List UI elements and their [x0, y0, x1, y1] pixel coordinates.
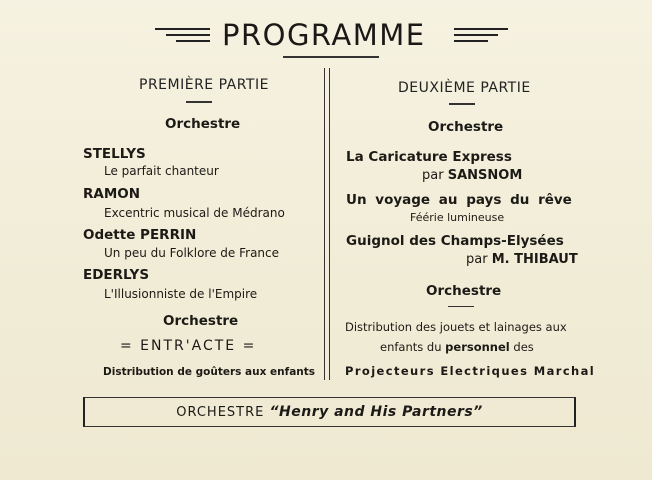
act-by-prefix-2: par [466, 252, 488, 267]
title-dash-right-2 [454, 34, 498, 36]
act-desc-stellys: Le parfait chanteur [104, 164, 219, 178]
right-dist-line2 [380, 340, 534, 354]
left-orchestre-2: Orchestre [163, 313, 239, 329]
banner-orchestra-name: “Henry and His Partners” [269, 404, 483, 420]
act-by-sansnom [422, 168, 522, 183]
orchestra-banner [83, 397, 576, 427]
right-heading-rule [449, 103, 475, 105]
act-title-caricature: La Caricature Express [346, 149, 512, 165]
act-name-perrin: Odette PERRIN [83, 227, 197, 243]
act-by-name-2: M. THIBAUT [491, 252, 578, 267]
title-row [0, 18, 652, 58]
left-orchestre-1: Orchestre [165, 116, 241, 132]
right-heading: DEUXIÈME PARTIE [398, 80, 531, 96]
title-dash-right-1 [454, 28, 508, 30]
company-name: Projecteurs Electriques Marchal [345, 364, 596, 378]
act-by-thibaut [466, 252, 578, 267]
act-name-ramon: RAMON [83, 186, 141, 202]
act-desc-ramon: Excentric musical de Médrano [104, 206, 285, 220]
right-orchestre-rule [448, 306, 474, 307]
act-sub-feerie: Féérie lumineuse [410, 211, 505, 224]
act-title-guignol: Guignol des Champs-Elysées [346, 233, 564, 249]
column-divider [324, 68, 330, 380]
left-distribution: Distribution de goûters aux enfants [103, 366, 316, 378]
act-name-ederlys: EDERLYS [83, 267, 150, 283]
right-dist-line1: Distribution des jouets et lainages aux [345, 320, 567, 334]
act-desc-perrin: Un peu du Folklore de France [104, 246, 280, 260]
left-heading-rule [186, 101, 212, 103]
act-by-name: SANSNOM [447, 168, 523, 183]
act-by-prefix: par [422, 168, 444, 183]
entracte: = ENTR'ACTE = [120, 338, 257, 354]
banner-text [85, 404, 574, 420]
left-heading: PREMIÈRE PARTIE [139, 77, 269, 93]
dist-line2-prefix: enfants du [380, 340, 442, 354]
title-dash-left-3 [176, 40, 210, 42]
act-name-stellys: STELLYS [83, 146, 146, 162]
page-title: PROGRAMME [222, 18, 426, 52]
right-orchestre-1: Orchestre [428, 119, 504, 135]
right-orchestre-2: Orchestre [426, 283, 502, 299]
act-desc-ederlys: L'Illusionniste de l'Empire [104, 287, 258, 301]
title-dash-left-1 [155, 28, 210, 30]
dist-line2-bold: personnel [445, 340, 510, 354]
title-dash-left-2 [166, 34, 210, 36]
title-underline [283, 56, 379, 58]
dist-line2-suffix: des [513, 340, 534, 354]
title-dash-right-3 [454, 40, 488, 42]
act-title-voyage: Un voyage au pays du rêve [346, 192, 572, 208]
banner-prefix: ORCHESTRE [176, 405, 265, 420]
